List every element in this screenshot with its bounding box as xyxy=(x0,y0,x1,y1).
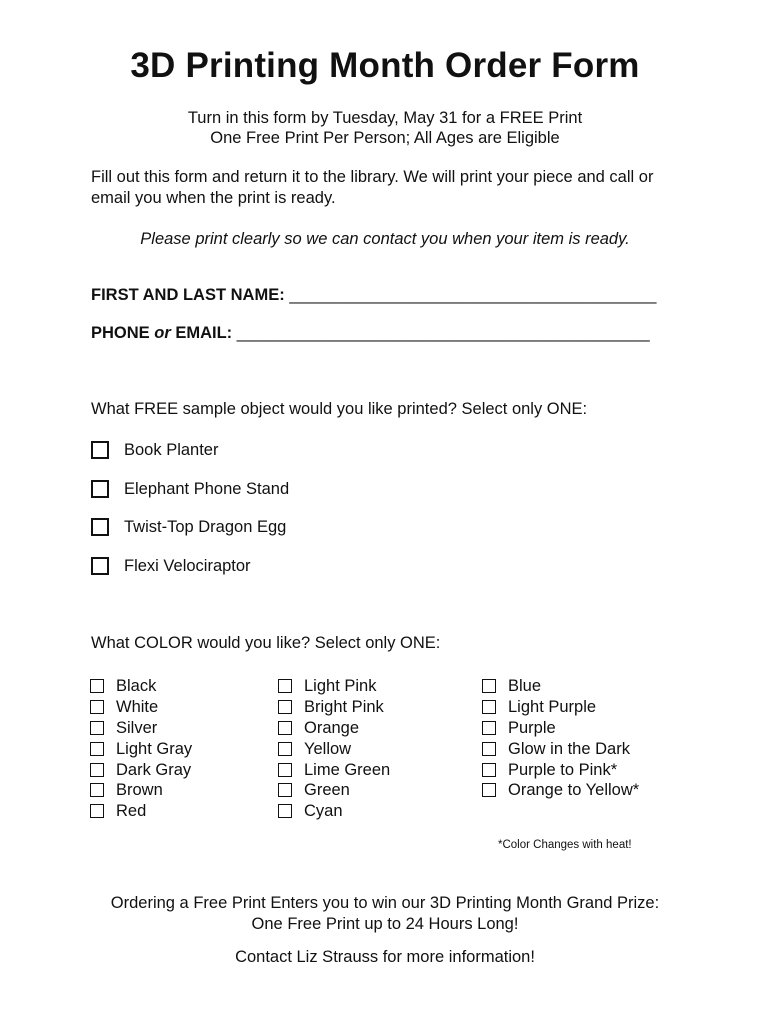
color-option[interactable] xyxy=(90,697,192,718)
color-option-label: Orange xyxy=(304,718,360,737)
color-question: What COLOR would you like? Select only ONE: xyxy=(91,634,441,652)
checkbox[interactable] xyxy=(482,721,496,735)
grand-prize-detail: One Free Print up to 24 Hours Long! xyxy=(251,915,519,933)
color-option-label: Light Purple xyxy=(508,698,597,717)
grand-prize-text: Ordering a Free Print Enters you to win our 3D Printing Month Grand Prize: xyxy=(110,894,660,912)
color-option[interactable] xyxy=(90,738,192,759)
color-option[interactable] xyxy=(278,718,390,739)
color-column-1 xyxy=(90,676,192,822)
checkbox[interactable] xyxy=(278,742,292,756)
checkbox[interactable] xyxy=(90,804,104,818)
color-option[interactable] xyxy=(278,697,390,718)
contact-label-or: or xyxy=(154,324,171,342)
checkbox[interactable] xyxy=(278,679,292,693)
checkbox[interactable] xyxy=(90,679,104,693)
color-option-label: Purple to Pink* xyxy=(508,760,618,779)
color-option-label: Glow in the Dark xyxy=(508,739,630,758)
checkbox[interactable] xyxy=(91,557,109,575)
checkbox[interactable] xyxy=(91,441,109,459)
checkbox[interactable] xyxy=(482,700,496,714)
color-option-label: Orange to Yellow* xyxy=(508,781,640,800)
contact-label-phone: PHONE xyxy=(91,324,155,342)
color-option[interactable] xyxy=(90,801,192,822)
checkbox[interactable] xyxy=(482,783,496,797)
checkbox[interactable] xyxy=(482,763,496,777)
color-option[interactable] xyxy=(278,759,390,780)
object-option-label: Book Planter xyxy=(124,440,219,459)
contact-field[interactable] xyxy=(91,324,650,343)
color-option[interactable] xyxy=(90,780,192,801)
color-option-label: Brown xyxy=(116,781,163,800)
print-clearly-note: Please print clearly so we can contact you when your item is ready. xyxy=(140,230,630,248)
color-option-label: Bright Pink xyxy=(304,698,384,717)
eligibility-text: One Free Print Per Person; All Ages are Eligible xyxy=(210,129,560,147)
color-option[interactable] xyxy=(90,759,192,780)
color-option-label: Black xyxy=(116,677,157,696)
color-option-label: Dark Gray xyxy=(116,760,192,779)
color-option-label: Lime Green xyxy=(304,760,391,779)
color-option[interactable] xyxy=(278,738,390,759)
color-option[interactable] xyxy=(482,676,639,697)
color-option-label: Light Pink xyxy=(304,677,377,696)
contact-line[interactable]: _____________________________________________ xyxy=(236,324,650,342)
checkbox[interactable] xyxy=(278,700,292,714)
object-option[interactable] xyxy=(91,554,251,578)
object-option[interactable] xyxy=(91,515,286,539)
color-option-label: Purple xyxy=(508,718,556,737)
color-option-label: Cyan xyxy=(304,802,343,821)
color-option-label: Red xyxy=(116,802,147,821)
color-option[interactable] xyxy=(278,676,390,697)
color-option[interactable] xyxy=(90,718,192,739)
checkbox[interactable] xyxy=(278,721,292,735)
object-option-label: Twist-Top Dragon Egg xyxy=(124,517,287,536)
color-option[interactable] xyxy=(278,801,390,822)
checkbox[interactable] xyxy=(90,763,104,777)
color-option[interactable] xyxy=(482,697,639,718)
color-option-label: Light Gray xyxy=(116,739,193,758)
color-option-label: Green xyxy=(304,781,350,800)
checkbox[interactable] xyxy=(90,700,104,714)
color-option[interactable] xyxy=(90,676,192,697)
name-line[interactable]: ________________________________________ xyxy=(289,286,657,304)
object-question: What FREE sample object would you like printed? Select only ONE: xyxy=(91,400,588,418)
color-option[interactable] xyxy=(482,718,639,739)
page-title: 3D Printing Month Order Form xyxy=(130,46,640,85)
object-option-label: Elephant Phone Stand xyxy=(124,479,290,498)
color-option-label: White xyxy=(116,698,159,717)
object-option[interactable] xyxy=(91,438,218,462)
checkbox[interactable] xyxy=(278,763,292,777)
color-footnote: *Color Changes with heat! xyxy=(498,839,632,851)
object-option[interactable] xyxy=(91,477,289,501)
checkbox[interactable] xyxy=(91,518,109,536)
name-field[interactable] xyxy=(91,286,656,305)
color-column-3 xyxy=(482,676,639,801)
color-option-label: Yellow xyxy=(304,739,352,758)
contact-info-text: Contact Liz Strauss for more information! xyxy=(235,948,535,966)
checkbox[interactable] xyxy=(482,679,496,693)
deadline-text: Turn in this form by Tuesday, May 31 for a FREE Print xyxy=(187,109,583,127)
checkbox[interactable] xyxy=(91,480,109,498)
contact-label-email: EMAIL: xyxy=(170,324,233,342)
checkbox[interactable] xyxy=(278,804,292,818)
color-option[interactable] xyxy=(482,738,639,759)
color-column-2 xyxy=(278,676,390,822)
intro-text: Fill out this form and return it to the library. We will print your piece and call or email you when the print is ready. xyxy=(91,168,654,207)
color-option-label: Blue xyxy=(508,677,542,696)
color-option[interactable] xyxy=(482,780,639,801)
object-option-label: Flexi Velociraptor xyxy=(124,556,251,575)
color-option-label: Silver xyxy=(116,718,158,737)
checkbox[interactable] xyxy=(90,742,104,756)
checkbox[interactable] xyxy=(278,783,292,797)
color-option[interactable] xyxy=(482,759,639,780)
checkbox[interactable] xyxy=(482,742,496,756)
color-option[interactable] xyxy=(278,780,390,801)
checkbox[interactable] xyxy=(90,721,104,735)
name-label: FIRST AND LAST NAME: xyxy=(91,286,285,304)
checkbox[interactable] xyxy=(90,783,104,797)
